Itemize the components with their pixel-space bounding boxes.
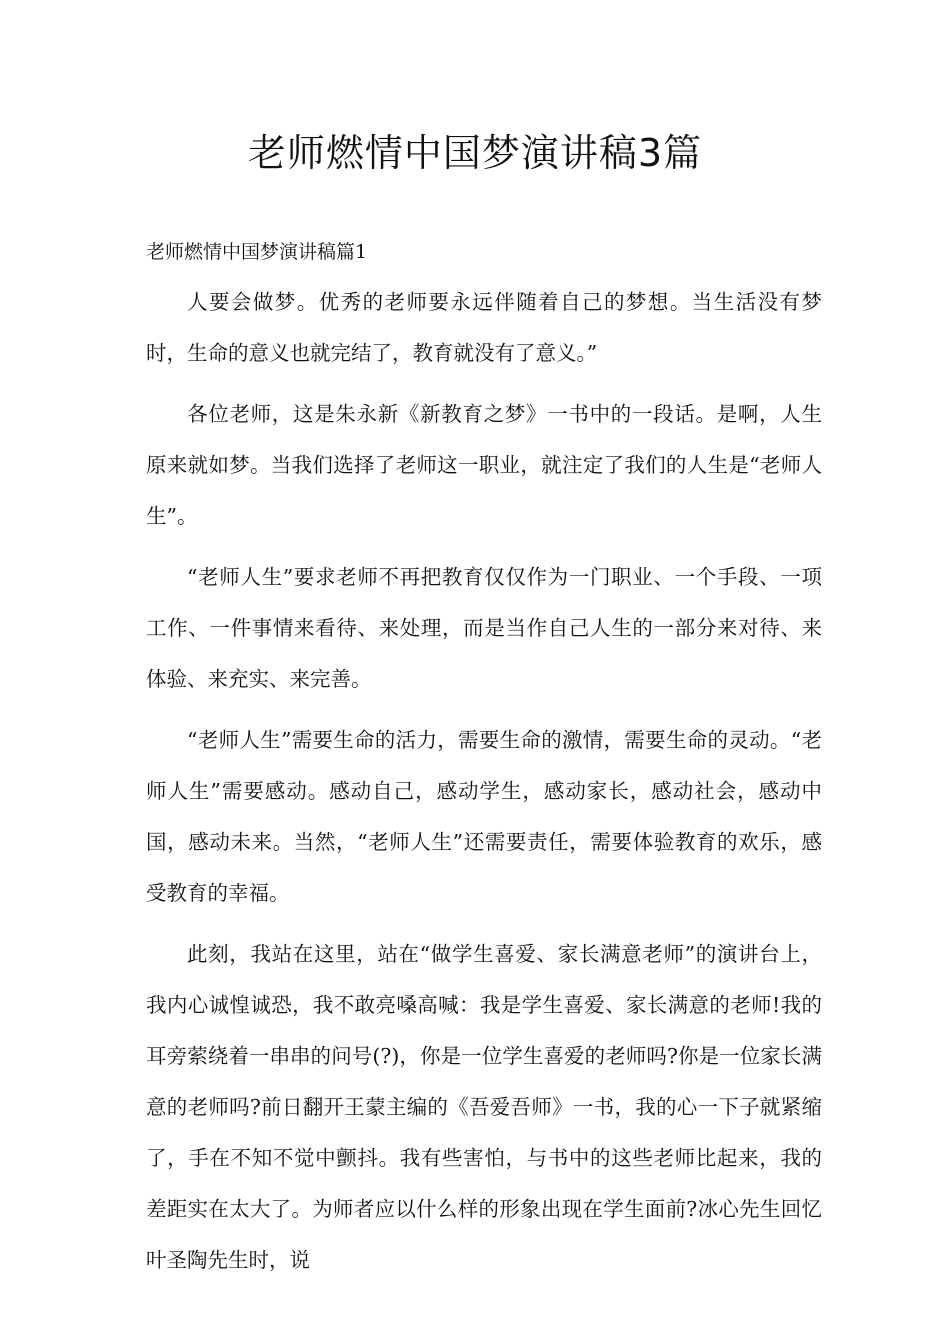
paragraph: 人要会做梦。优秀的老师要永远伴随着自己的梦想。当生活没有梦时，生命的意义也就完结了，教育就没有了意义。”	[146, 290, 822, 365]
paragraph: “老师人生”要求老师不再把教育仅仅作为一门职业、一个手段、一项工作、一件事情来看待、来处理，而是当作自己人生的一部分来对待、来体验、来充实、来完善。	[146, 565, 822, 691]
document-title: 老师燃情中国梦演讲稿3篇	[247, 131, 703, 175]
section-heading: 老师燃情中国梦演讲稿篇1	[146, 241, 368, 263]
paragraph: “老师人生”需要生命的活力，需要生命的激情，需要生命的灵动。“老师人生”需要感动。感动自己，感动学生，感动家长，感动社会，感动中国，感动未来。当然，“老师人生”还需要责任，需要体验教育的欢乐，感受教育的幸福。	[146, 728, 822, 905]
document-body	[146, 232, 822, 1296]
paragraph: 此刻，我站在这里，站在“做学生喜爱、家长满意老师”的演讲台上，我内心诚惶诚恐，我不敢亮嗓高喊：我是学生喜爱、家长满意的老师!我的耳旁萦绕着一串串的问号(?)，你是一位学生喜爱的老师吗?你是一位家长满意的老师吗?前日翻开王蒙主编的《吾爱吾师》一书，我的心一下子就紧缩了，手在不知不觉中颤抖。我有些害怕，与书中的这些老师比起来，我的差距实在太大了。为师者应以什么样的形象出现在学生面前?冰心先生回忆叶圣陶先生时，说	[146, 942, 822, 1272]
paragraph: 各位老师，这是朱永新《新教育之梦》一书中的一段话。是啊，人生原来就如梦。当我们选择了老师这一职业，就注定了我们的人生是“老师人生”。	[146, 402, 822, 528]
